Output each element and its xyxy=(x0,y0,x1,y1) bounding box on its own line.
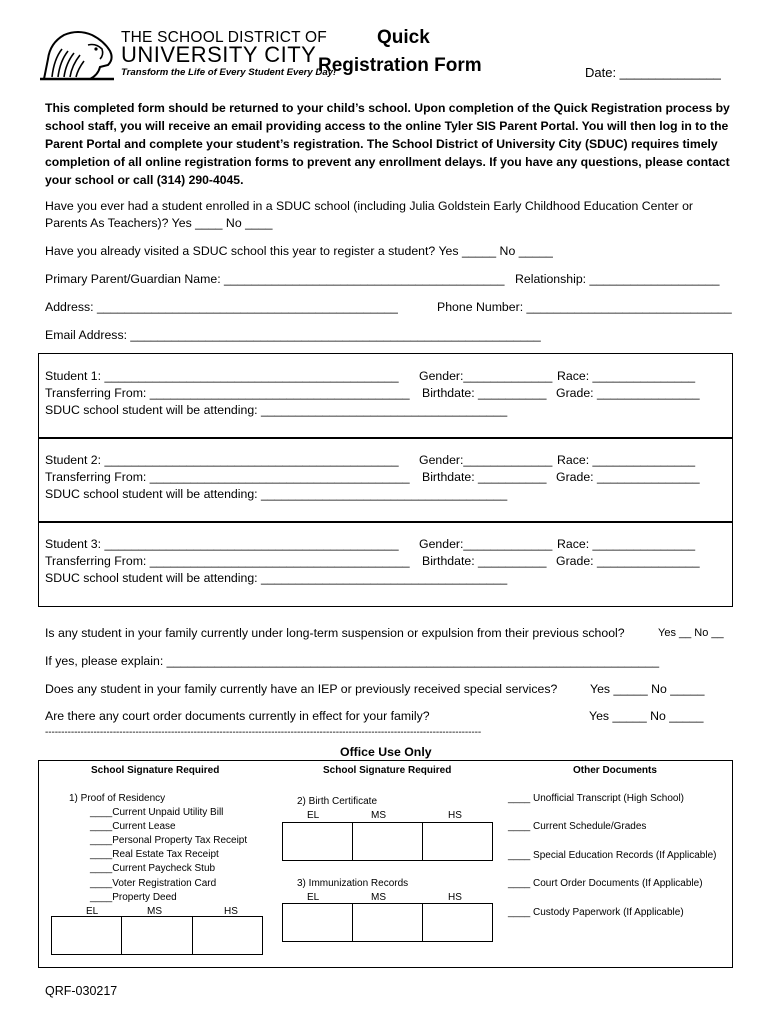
residency-item[interactable]: ____Personal Property Tax Receipt xyxy=(90,835,248,846)
residency-item[interactable]: ____Property Deed xyxy=(90,892,177,903)
hs-label: HS xyxy=(448,892,462,903)
student-1-school-field[interactable]: SDUC school student will be attending: ____________________________________ xyxy=(45,403,508,417)
student-3-birthdate-field[interactable]: Birthdate: __________ xyxy=(422,554,547,568)
phone-field[interactable]: Phone Number: ______________________________ xyxy=(437,300,732,314)
date-field[interactable]: Date: ______________ xyxy=(585,65,721,80)
student-1-transferring-field[interactable]: Transferring From: ______________________________________ xyxy=(45,386,410,400)
col3-header: Other Documents xyxy=(573,765,657,776)
student-1-name-field[interactable]: Student 1: ___________________________________________ xyxy=(45,369,399,383)
form-title-line1: Quick xyxy=(377,27,430,48)
col1-header: School Signature Required xyxy=(91,765,220,776)
student-2-gender-field[interactable]: Gender:_____________ xyxy=(419,453,553,467)
other-doc-item[interactable]: ____ Special Education Records (If Applicable) xyxy=(508,850,717,861)
residency-item[interactable]: ____Voter Registration Card xyxy=(90,878,217,889)
student-3-grade-field[interactable]: Grade: _______________ xyxy=(556,554,700,568)
hs-label: HS xyxy=(224,906,238,917)
student-2-grade-field[interactable]: Grade: _______________ xyxy=(556,470,700,484)
visited-question[interactable]: Have you already visited a SDUC school this year to register a student? Yes _____ No _____ xyxy=(45,244,553,258)
residency-signature-box[interactable] xyxy=(51,916,263,955)
office-use-title: Office Use Only xyxy=(340,745,432,759)
parent-name-field[interactable]: Primary Parent/Guardian Name: _________________________________________ xyxy=(45,272,505,286)
logo-tagline: Transform the Life of Every Student Every Day! xyxy=(121,67,337,78)
ms-label: MS xyxy=(371,810,386,821)
student-2-transferring-field[interactable]: Transferring From: ______________________________________ xyxy=(45,470,410,484)
student-2-birthdate-field[interactable]: Birthdate: __________ xyxy=(422,470,547,484)
ms-label: MS xyxy=(371,892,386,903)
student-3-race-field[interactable]: Race: _______________ xyxy=(557,537,696,551)
suspension-question: Is any student in your family currently under long-term suspension or expulsion from their previous school? xyxy=(45,626,625,640)
address-field[interactable]: Address: ____________________________________________ xyxy=(45,300,398,314)
student-3-gender-field[interactable]: Gender:_____________ xyxy=(419,537,553,551)
other-doc-item[interactable]: ____ Unofficial Transcript (High School) xyxy=(508,793,685,804)
other-doc-item[interactable]: ____ Court Order Documents (If Applicable) xyxy=(508,878,703,889)
student-1-grade-field[interactable]: Grade: _______________ xyxy=(556,386,700,400)
dashed-divider: --------------------------------------------------------------------------------------------------------------------------------------- xyxy=(45,727,482,738)
suspension-answer[interactable]: Yes __ No __ xyxy=(658,627,724,639)
residency-item[interactable]: ____Current Lease xyxy=(90,821,176,832)
birth-certificate-signature-box[interactable] xyxy=(282,822,493,861)
court-answer[interactable]: Yes _____ No _____ xyxy=(589,709,704,723)
iep-question: Does any student in your family currently have an IEP or previously received special services? xyxy=(45,682,558,696)
student-divider xyxy=(38,437,733,439)
residency-item[interactable]: ____Real Estate Tax Receipt xyxy=(90,849,219,860)
residency-item[interactable]: ____Current Unpaid Utility Bill xyxy=(90,807,224,818)
student-1-gender-field[interactable]: Gender:_____________ xyxy=(419,369,553,383)
enrolled-question-line2[interactable]: Parents As Teachers)? Yes ____ No ____ xyxy=(45,216,273,230)
student-1-birthdate-field[interactable]: Birthdate: __________ xyxy=(422,386,547,400)
ms-label: MS xyxy=(147,906,162,917)
student-divider xyxy=(38,521,733,523)
iep-answer[interactable]: Yes _____ No _____ xyxy=(590,682,705,696)
el-label: EL xyxy=(86,906,99,917)
hs-label: HS xyxy=(448,810,462,821)
other-doc-item[interactable]: ____ Custody Paperwork (If Applicable) xyxy=(508,907,684,918)
student-3-transferring-field[interactable]: Transferring From: ______________________________________ xyxy=(45,554,410,568)
logo-line2: UNIVERSITY CITY xyxy=(121,42,317,67)
other-doc-item[interactable]: ____ Current Schedule/Grades xyxy=(508,821,647,832)
student-2-name-field[interactable]: Student 2: ___________________________________________ xyxy=(45,453,399,467)
lion-logo-icon xyxy=(38,29,116,81)
student-2-school-field[interactable]: SDUC school student will be attending: ____________________________________ xyxy=(45,487,508,501)
immunization-label: 3) Immunization Records xyxy=(297,878,409,889)
student-3-name-field[interactable]: Student 3: ___________________________________________ xyxy=(45,537,399,551)
form-title-line2: Registration Form xyxy=(318,55,482,76)
logo-line1: THE SCHOOL DISTRICT OF xyxy=(121,29,327,46)
relationship-field[interactable]: Relationship: ___________________ xyxy=(515,272,720,286)
immunization-signature-box[interactable] xyxy=(282,903,493,942)
student-2-race-field[interactable]: Race: _______________ xyxy=(557,453,696,467)
proof-of-residency: 1) Proof of Residency xyxy=(69,793,166,804)
col2-header: School Signature Required xyxy=(323,765,452,776)
student-1-race-field[interactable]: Race: _______________ xyxy=(557,369,696,383)
form-code: QRF-030217 xyxy=(45,984,118,998)
email-field[interactable]: Email Address: ____________________________________________________________ xyxy=(45,328,541,342)
el-label: EL xyxy=(307,810,320,821)
el-label: EL xyxy=(307,892,320,903)
enrolled-question-line1: Have you ever had a student enrolled in a SDUC school (including Julia Goldstein Early Childhood Education Center or xyxy=(45,199,694,213)
residency-item[interactable]: ____Current Paycheck Stub xyxy=(90,863,216,874)
birth-certificate-label: 2) Birth Certificate xyxy=(297,796,378,807)
intro-paragraph: This completed form should be returned to your child’s school. Upon completion of the Quick Registration process by school staff, you will receive an email providing access to the online Tyler SIS Parent Portal. You will then log in to the Parent Portal and complete your student’s registration. The School District of University City (SDUC) requires timely completion of all online registration forms to prevent any enrollment delays. If you have any questions, please contact your school or call (314) 290-4045. xyxy=(45,101,730,187)
court-question: Are there any court order documents currently in effect for your family? xyxy=(45,709,430,723)
student-3-school-field[interactable]: SDUC school student will be attending: ____________________________________ xyxy=(45,571,508,585)
explain-field[interactable]: If yes, please explain: ________________________________________________________________________ xyxy=(45,654,660,668)
